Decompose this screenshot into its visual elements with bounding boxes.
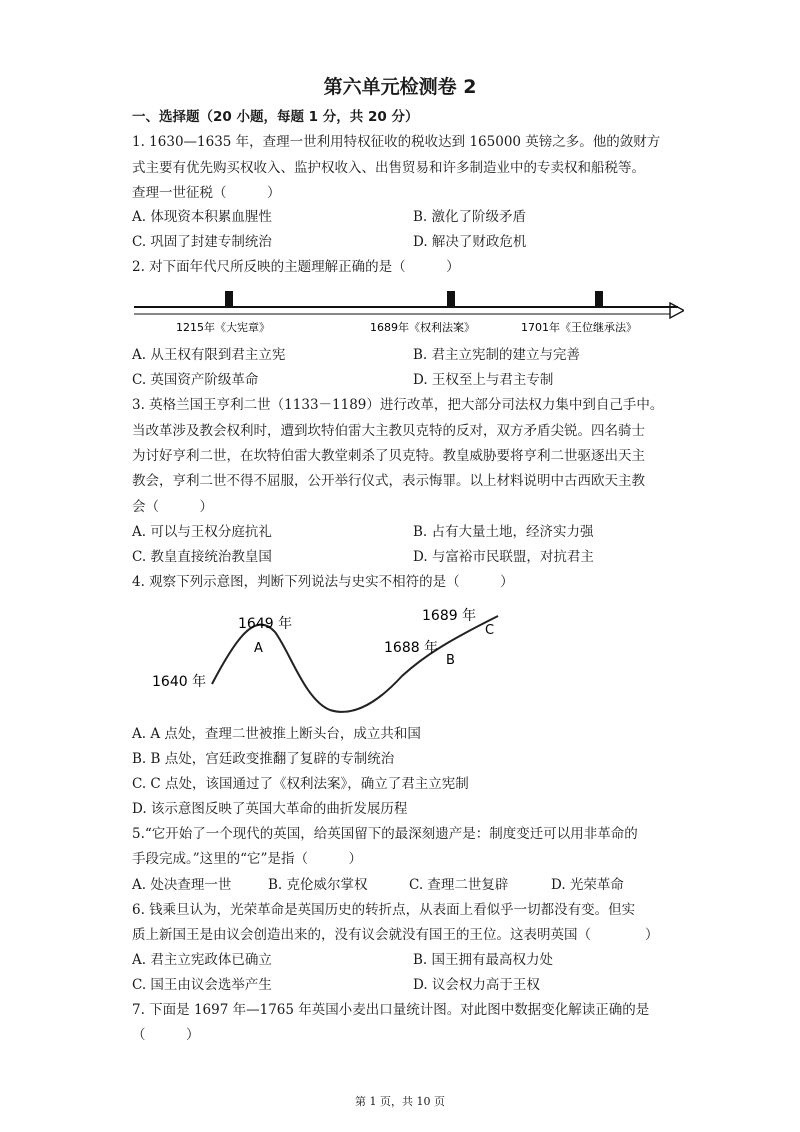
q1-line: 查理一世征税（ ） — [132, 185, 281, 201]
q1-option-d[interactable]: D. 解决了财政危机 — [413, 234, 527, 250]
q3-line: 教会，亨利二世不得不屈服，公开举行仪式，表示悔罪。以上材料说明中古西欧天主教 — [132, 473, 645, 489]
point-c-label: C — [485, 623, 495, 638]
q3-option-c[interactable]: C. 教皇直接统治教皇国 — [132, 549, 272, 565]
q2-option-b[interactable]: B. 君主立宪制的建立与完善 — [413, 347, 581, 363]
timeline-marker — [595, 291, 603, 307]
q5-line: 5.“它开始了一个现代的英国，给英国留下的最深刻遗产是：制度变迁可以用非革命的 — [132, 826, 638, 842]
page-title: 第六单元检测卷 2 — [323, 76, 477, 98]
label-1688: 1688 年 — [384, 640, 439, 656]
q6-line: 6. 钱乘旦认为，光荣革命是英国历史的转折点，从表面上看似乎一切都没有变。但实 — [132, 902, 636, 918]
q3-option-d[interactable]: D. 与富裕市民联盟，对抗君主 — [413, 549, 594, 565]
q7-line: （ ） — [132, 1027, 200, 1043]
point-b-label: B — [446, 653, 455, 668]
timeline-figure — [132, 285, 684, 337]
q6-option-b[interactable]: B. 国王拥有最高权力处 — [413, 952, 554, 968]
q5-option-a[interactable]: A. 处决查理一世 — [132, 877, 232, 893]
q6-line: 质上新国王是由议会创造出来的，没有议会就没有国王的王位。这表明英国（ ） — [132, 927, 659, 943]
q6-option-d[interactable]: D. 议会权力高于王权 — [413, 977, 540, 993]
q3-line: 会（ ） — [132, 499, 213, 515]
q3-line: 3. 英格兰国王亨利二世（1133－1189）进行改革，把大部分司法权力集中到自己手中。 — [132, 397, 664, 413]
label-1649: 1649 年 — [238, 616, 293, 632]
label-1640: 1640 年 — [152, 674, 207, 690]
q2-option-c[interactable]: C. 英国资产阶级革命 — [132, 372, 259, 388]
timeline-label-1701: 1701年《王位继承法》 — [521, 321, 637, 334]
q5-line: 手段完成。”这里的“它”是指（ ） — [132, 851, 362, 867]
q7-line: 7. 下面是 1697 年—1765 年英国小麦出口量统计图。对此图中数据变化解读正确的是 — [132, 1002, 650, 1018]
q1-line: 1. 1630—1635 年，查理一世利用特权征收的税收达到 165000 英镑之多。他的敛财方 — [132, 134, 661, 150]
q5-option-d[interactable]: D. 光荣革命 — [551, 877, 624, 893]
q2-option-d[interactable]: D. 王权至上与君主专制 — [413, 372, 554, 388]
q3-line: 为讨好亨利二世，在坎特伯雷大教堂刺杀了贝克特。教皇威胁要将亨利二世驱逐出天主 — [132, 448, 645, 464]
q1-option-b[interactable]: B. 激化了阶级矛盾 — [413, 209, 527, 225]
point-a-label: A — [254, 641, 263, 656]
q4-line: 4. 观察下列示意图，判断下列说法与史实不相符的是（ ） — [132, 574, 514, 590]
page-footer: 第 1 页，共 10 页 — [355, 1095, 445, 1108]
timeline-marker — [447, 291, 455, 307]
q3-option-a[interactable]: A. 可以与王权分庭抗礼 — [132, 524, 272, 540]
q3-option-b[interactable]: B. 占有大量土地，经济实力强 — [413, 524, 594, 540]
label-1689: 1689 年 — [422, 608, 477, 624]
q5-option-c[interactable]: C. 查理二世复辟 — [409, 877, 509, 893]
timeline-label-1215: 1215年《大宪章》 — [176, 321, 270, 334]
revolution-curve-figure — [140, 600, 520, 720]
q1-line: 式主要有优先购买权收入、监护权收入、出售贸易和许多制造业中的专卖权和船税等。 — [132, 160, 645, 176]
q4-option-c[interactable]: C. C 点处，该国通过了《权利法案》，确立了君主立宪制 — [132, 776, 469, 792]
timeline-label-1689: 1689年《权利法案》 — [370, 321, 475, 334]
timeline-marker — [225, 291, 233, 307]
section-heading: 一、选择题（20 小题，每题 1 分，共 20 分） — [132, 109, 419, 125]
q4-option-b[interactable]: B. B 点处，宫廷政变推翻了复辟的专制统治 — [132, 751, 395, 767]
q1-option-a[interactable]: A. 体现资本积累血腥性 — [132, 209, 272, 225]
q2-option-a[interactable]: A. 从王权有限到君主立宪 — [132, 347, 286, 363]
q6-option-c[interactable]: C. 国王由议会选举产生 — [132, 977, 272, 993]
q4-option-d[interactable]: D. 该示意图反映了英国大革命的曲折发展历程 — [132, 801, 408, 817]
arrow-icon — [670, 303, 684, 318]
q1-option-c[interactable]: C. 巩固了封建专制统治 — [132, 234, 272, 250]
q4-option-a[interactable]: A. A 点处，查理二世被推上断头台，成立共和国 — [132, 726, 421, 742]
q3-line: 当改革涉及教会权利时，遭到坎特伯雷大主教贝克特的反对，双方矛盾尖锐。四名骑士 — [132, 423, 645, 439]
q5-option-b[interactable]: B. 克伦威尔掌权 — [268, 877, 368, 893]
q2-line: 2. 对下面年代尺所反映的主题理解正确的是（ ） — [132, 259, 460, 275]
q6-option-a[interactable]: A. 君主立宪政体已确立 — [132, 952, 272, 968]
